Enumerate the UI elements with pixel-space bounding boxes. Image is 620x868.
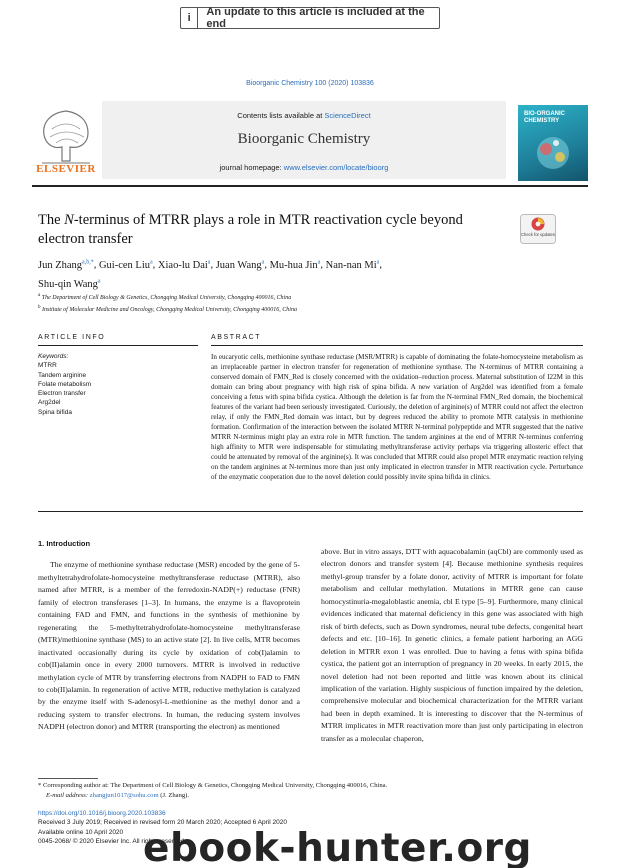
journal-cover-image: [518, 105, 588, 181]
email-suffix: (J. Zhang).: [158, 791, 190, 799]
check-for-updates-icon[interactable]: [520, 214, 556, 244]
header-rule: [32, 185, 588, 187]
keyword: Electron transfer: [38, 390, 86, 398]
cover-title: BIO-ORGANIC CHEMISTRY: [524, 111, 565, 124]
publisher-name: ELSEVIER: [36, 163, 96, 175]
watermark-text: ebook-hunter.org: [143, 826, 532, 868]
keywords-label: Keywords:: [38, 353, 69, 360]
journal-title: Bioorganic Chemistry: [237, 131, 371, 147]
keywords-block: [38, 352, 198, 417]
keyword: Arg2del: [38, 399, 61, 407]
title-post: -terminus of MTRR plays a role in MTR reactivation cycle beyond electron transfer: [38, 212, 463, 247]
affiliations: [38, 291, 558, 315]
homepage-prefix: journal homepage:: [219, 163, 284, 172]
divider: [211, 345, 583, 346]
journal-reference[interactable]: Bioorganic Chemistry 100 (2020) 103836: [246, 80, 374, 87]
title-italic: N: [64, 212, 74, 228]
intro-right-column: [321, 546, 583, 745]
intro-paragraph-continued: above. But in vitro assays, DTT with aquacobalamin (aqCbl) are commonly used as electron donors and transfer system [4]. Because methionine synthesis requires methyl-group transfer by a folate donor, activity of MTRR is important for folate metabolism and cellular methylation. Mutations in MTRR gene can cause homocystinuria-megaloblastic anemia, cbl E type [5–9]. Furthermore, many clinical evidences indicated that maternal deficiency in this gene was associated with high risk of birth defects, such as Down syndromes, neural tube defects, congenital heart defects and etc. [10–16]. In genetic clinics, a female patient harboring an AGG deletion in MTRR exon 1 was enrolled. Due to having a fetus with spina bifida cystica, the patient got an interruption of pregnancy in 20 weeks. In early 2015, the novel deletion had not been reported and little was known about its clinical implication of the variation. Highly suspicious of function impaired by the deletion, comprehensive molecular and biochemical characterization for the MTRR variant had been in depth examined. It is interesting to discover that the N-terminus of MTRR implicates in MTR reactivation more than just only participating in electron transfer as a molecular chaperon,: [321, 547, 583, 743]
abstract-text: In eucaryotic cells, methionine synthase reductase (MSR/MTRR) is capable of dominating the folate-homocysteine metabolism as an irreplaceable partner in electron transfer for regeneration of methionine synthase. The N-terminus of MTRR containing a conserved domain of FMN_Red is closely concerned with the oxidation–reduction process. Maternal substitution of I22M in this domain can bring about pregnancy with high risk of spina bifida. A new variation of Arg2del was identified from a female conceiving a fetus with spina bifida cystica. Although the deletion is far from the N-terminal FMN_Red domain, the biochemical features of the variant had been seriously investigated. Curiously, the deletion of arginine(s) of MTRR could not affect the electron relay, if only the FMN_Red domain was intact, but by degrees reduced the ability to promote MTR catalysis in methionine formation. Confirmation of the interaction between the isolated MTRR N-terminal polypeptide and MTR suggested that the native MTRR N-terminus might play an extra role in MTR function. The tandem arginines at the end of MTRR N-terminus conferring high affinity to MTR were indispensable for stimulating methyltransferase activity perhaps via triggering allosteric effect that could be attenuated by removal of the arginine(s). It was concluded that MTRR could also propel MTR enzymatic reaction relying on the tandem arginines at N-terminus more than just only implicated in electron transfer in MTR reactivation cycle. Perturbance of the enzymatic cooperation due to the novel deletion could possibly invite spina bifida in clinics.: [211, 353, 583, 481]
journal-header: [32, 93, 588, 185]
article-info-heading: ARTICLE INFO: [38, 334, 106, 341]
email-line: [38, 791, 578, 801]
copyright: 0045-2068/ © 2020 Elsevier Inc. All rights reserved.: [38, 837, 187, 845]
author[interactable]: Juan Wang$^a$: [215, 259, 265, 271]
footnote-rule: [38, 778, 98, 779]
doi-link[interactable]: https://doi.org/10.1016/j.bioorg.2020.103836: [38, 810, 166, 817]
intro-paragraph: The enzyme of methionine synthase reductase (MSR) encoded by the gene of 5-methyltetrahydrofolate-homocysteine methyltransferase reductase (MTRR), also named after MTRR, is a member of the ferredoxin-NADP(+) reductase (FNR) family of electron transferases [1–3]. In humans, the enzyme is a flavoprotein containing FAD and FMN, and functions in the synthesis of methionine by regenerating the 5-methyltetrahydrofolate-homocysteine methyltransferase (MTR)/methionine synthase (MS) to an active state [2]. In live cells, MTR becomes inactivated occasionally during its cycle by oxidation of cob(I)alamin to cob(II)alamin once in every 2000 turnovers. MTRR is involved in reductive methylation cycle of MTR by transferring electrons from NADPH to FAD to FMN to cob(II)alamin. In regeneration of active MTR, reductive methylation is catalyzed by the enzyme itself with S-adenosyl-L-methionine as the methyl donor and a reducing system to transfer electrons. In human, the reducing system involves NADPH (electron donor) and MTRR (transporting the electron) as mentioned: [38, 560, 300, 732]
homepage-line: [102, 163, 506, 172]
intro-left-column: [38, 538, 300, 734]
contents-prefix: Contents lists available at: [237, 111, 325, 120]
keyword: Spina bifida: [38, 408, 72, 416]
journal-info-box: [102, 101, 506, 179]
author[interactable]: Mu-hua Jin$^a$: [269, 259, 321, 271]
author[interactable]: Shu-qin Wang$^a$: [38, 278, 101, 290]
update-banner[interactable]: [180, 7, 440, 29]
watermark: [143, 826, 620, 868]
keyword: Tandem arginine: [38, 371, 87, 379]
article-title: [38, 211, 508, 249]
email-label: E-mail address:: [46, 791, 90, 799]
author[interactable]: Nan-nan Mi$^a$: [325, 259, 380, 271]
update-banner-text[interactable]: An update to this article is included at the end: [206, 6, 425, 30]
info-icon: i: [181, 8, 198, 28]
author-list: Jun Zhang$^{a,b,*}$, Gui-cen Liu$^a$, Xiao-lu Dai$^a$, Juan Wang$^a$, Mu-hua Jin$^a$, Nan-nan Mi$^a$, Shu-qin Wang$^a$: [38, 259, 382, 290]
abstract-heading: ABSTRACT: [211, 334, 262, 341]
divider: [38, 345, 198, 346]
footnote: [38, 781, 578, 800]
affiliation-b: $^b$ Institute of Molecular Medicine and Oncology, Chongqing Medical University, Chongqing 400016, China: [38, 305, 297, 313]
contents-line: [102, 111, 506, 120]
corresponding-author-note: * Corresponding author at: The Department of Cell Biology & Genetics, Chongqing Medical University, Chongqing 400016, China.: [38, 782, 388, 789]
affiliation-a: $^a$ The Department of Cell Biology & Genetics, Chongqing Medical University, Chongqing 400016, China: [38, 293, 292, 301]
available-online: Available online 10 April 2020: [38, 828, 124, 836]
cover-molecule-graphic: [528, 131, 578, 175]
section-heading: 1. Introduction: [38, 539, 91, 548]
keyword: MTRR: [38, 362, 57, 370]
email-link[interactable]: zhangjun1017@sohu.com: [89, 791, 159, 799]
homepage-link[interactable]: www.elsevier.com/locate/bioorg: [283, 163, 389, 172]
keyword: Folate metabolism: [38, 380, 92, 388]
crossmark-label: Check for updates: [521, 232, 555, 237]
author[interactable]: Xiao-lu Dai$^a$: [157, 259, 211, 271]
author[interactable]: Jun Zhang$^{a,b,*}$: [38, 259, 94, 271]
divider: [38, 511, 583, 512]
author[interactable]: Gui-cen Liu$^a$: [98, 259, 153, 271]
sciencedirect-link[interactable]: ScienceDirect: [324, 111, 371, 120]
title-pre: The: [38, 212, 65, 228]
received-dates: Received 3 July 2019; Received in revised form 20 March 2020; Accepted 6 April 2020: [38, 819, 287, 827]
